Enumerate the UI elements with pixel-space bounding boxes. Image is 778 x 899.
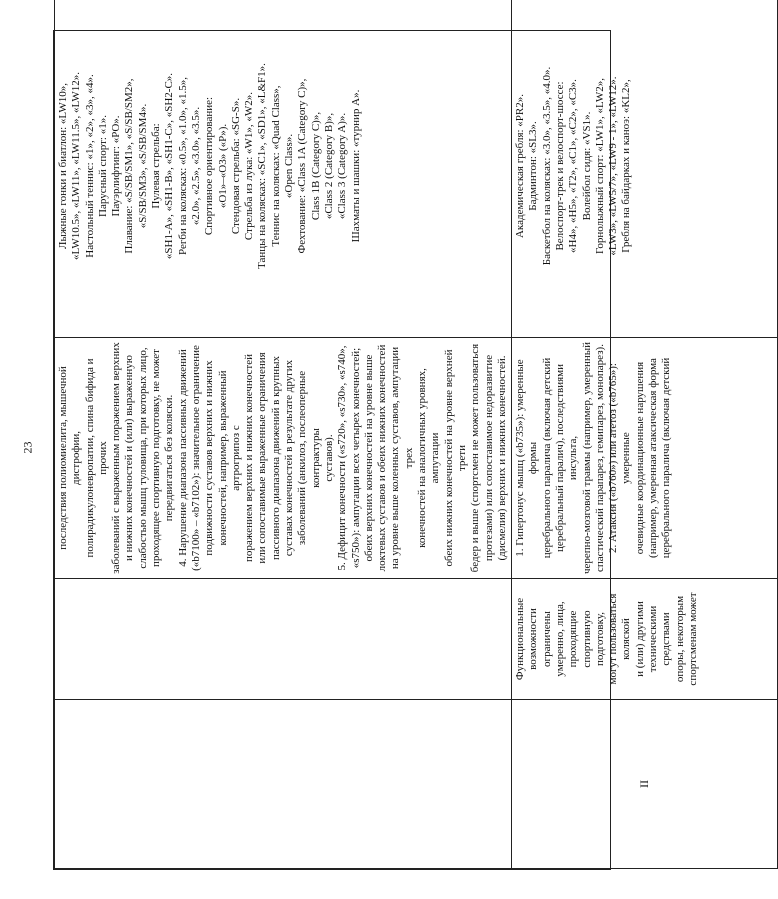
impairment-line: заболеваний (анкилоз, послеоперные контрактуры	[296, 370, 322, 546]
impairment-line: спастический парапарез, гемипарез, монопарез).	[593, 344, 606, 572]
sport-class-line: Настольный теннис: «1», «2», «3», «4».	[83, 74, 96, 258]
sport-class-line: Лыжные гонки и биатлон: «LW10»,	[57, 83, 69, 249]
sport-class-line: Бадминтон: «SL3».	[527, 121, 540, 211]
sport-class-line: Пауэрлифтинг: «PO».	[110, 115, 123, 217]
sport-class-line: Шахматы и шашки: «турнир А».	[349, 89, 362, 243]
impairment-line: бедер и выше (спортсмен не может пользоваться	[469, 343, 482, 573]
classification-table-frame	[53, 30, 699, 870]
sport-class-line: Волейбол сидя: «VS1».	[580, 111, 593, 221]
sport-class-line: Спортивное ориентирование:	[203, 96, 216, 236]
sport-class-line: Class 1B (Category C)»,	[309, 111, 322, 221]
group-description-line: Функциональные	[514, 597, 527, 681]
sport-class-line: Академическая гребля: «PR2».	[514, 93, 527, 239]
sport-class-line: Регби на колясках: «0.5», «1.0», «1.5»,	[176, 76, 189, 256]
sport-class-line: Горнолыжный спорт: «LW1», «LW2»,	[593, 77, 606, 255]
impairment-line: слабостью мышц туловища, при которых лицо,	[136, 347, 149, 569]
impairment-line: суставах конечностей в результате других	[283, 359, 296, 557]
sport-class-line: «SH1-A», «SH1-B», «SH1-C», «SH2-C».	[163, 72, 176, 260]
sports-cell	[512, 0, 778, 338]
impairment-line: церебрального паралича (включая детский	[660, 357, 673, 559]
impairment-line: обеих нижних конечностей на уровне верхней трети	[442, 349, 468, 567]
sport-class-line: Гребля на байдарках и каноэ: «KL2»,	[620, 79, 633, 253]
impairment-line: передвигаться без коляски.	[163, 394, 176, 522]
sport-class-line: «S/SB/SM3», «S/SB/SM4».	[136, 103, 149, 229]
impairment-line: поражением верхних и нижних конечностей	[243, 354, 256, 562]
impairment-line: или сопоставимые выраженные ограничения	[256, 352, 269, 564]
classification-table	[54, 0, 778, 869]
class-cell	[55, 700, 512, 869]
impairment-line: проходящее спортивную подготовку, не может	[150, 349, 163, 567]
impairment-line: 4. Нарушение диапазона пассивных движений	[176, 349, 189, 567]
impairment-line: (например, умеренная атаксическая форма	[647, 358, 660, 558]
impairment-line: 5. Дефицит конечности («s720», «s730», «s740»,	[336, 345, 349, 571]
impairment-line: «s750»): ампутации всех четырех конечностей;	[349, 347, 362, 569]
impairment-line: черепно-мозговой травмы (например, умеренный	[580, 342, 593, 574]
impairment-line: обеих верхних конечностей на уровне выше	[362, 354, 375, 562]
sport-class-line: «Class 2 (Category B)»,	[322, 112, 335, 220]
impairment-line: заболеваний с выраженным поражением верхних	[110, 342, 123, 574]
group-description-line: возможности ограничены	[527, 608, 553, 670]
table-row	[512, 0, 778, 869]
group-description-line: могут пользоваться коляской	[607, 593, 633, 685]
sport-class-line: Парусный спорт: «1».	[96, 115, 109, 217]
sport-class-line: «O1»–«O3» («P»).	[216, 123, 229, 209]
impairment-line: пассивного диапазона движений в крупных	[269, 356, 282, 561]
sport-class-line: Велоспорт-трек и велоспорт-шоссе:	[553, 81, 566, 251]
impairment-line: и нижних конечностей и (или) выраженную	[123, 355, 136, 561]
group-description-line: опоры, некоторым	[673, 595, 686, 683]
class-cell: II	[512, 700, 778, 869]
sport-class-line: Баскетбол на колясках: «3.0», «3.5», «4.0».	[540, 66, 553, 266]
group-description-line: техническими средствами	[647, 605, 673, 673]
impairment-line: на уровне выше коленных суставов, ампутации трех	[389, 346, 415, 570]
sport-class-line: «2.0», «2.5», «3.0», «3.5».	[189, 106, 202, 226]
impairment-line: конечностей, например, выраженный артрогрипоз с	[216, 370, 242, 546]
sport-class-line: Стрельба из лука: «W1», «W2».	[243, 91, 256, 241]
impairment-line: церебральный паралич), последствиями инсульта,	[553, 364, 580, 553]
rotated-table	[54, 31, 699, 869]
group-description-line: и (или) другими	[633, 601, 646, 677]
sport-class-line: Пулевая стрельба:	[150, 123, 163, 209]
sport-class-line: Фехтование: «Class 1A (Category C)»,	[296, 78, 309, 254]
impairment-line: протезами) или сопоставимое недоразвитие	[482, 354, 495, 562]
group-description-line: спортивную подготовку,	[580, 610, 606, 668]
page-number: 23	[20, 441, 35, 454]
sport-class-line: Стендовая стрельба: «SG-S».	[229, 97, 242, 235]
impairment-line: конечностей на аналогичных уровнях, ампутации	[416, 368, 442, 548]
sports-cell	[55, 0, 512, 338]
table-row	[55, 0, 512, 869]
group-description-line: спортсменам может	[686, 592, 699, 686]
impairment-line: 1. Гипертонус мышц («b735»): умеренные формы	[514, 359, 540, 557]
group-cell	[55, 579, 512, 700]
impairment-line: подвижности суставов верхних и нижних	[203, 360, 216, 556]
impairment-line: (дисмелия) верхних и нижних конечностей.	[495, 355, 508, 561]
sport-class-line: «LW10.5», «LW11», «LW11.5», «LW12».	[70, 71, 83, 261]
group-cell	[512, 579, 778, 700]
impairment-line: последствия полиомиелита, мышечной дистрофии,	[57, 366, 83, 550]
impairment-cell	[55, 338, 512, 579]
sport-class-line: «Class 3 (Category A)».	[336, 112, 349, 220]
sport-class-line: «H4», «H5», «T2», «C1», «C2», «C3».	[567, 79, 580, 253]
group-description-line: умеренно, лица, проходящие	[553, 601, 580, 677]
sport-class-line: «Open Class».	[283, 133, 296, 199]
impairment-cell	[512, 338, 778, 579]
sport-class-line: «LW3», «LW5/7», «LW9 - 1», «LW12».	[607, 76, 620, 256]
impairment-line: суставов).	[322, 434, 335, 482]
impairment-line: 2. Атаксия («b760») или атетоз («b765»): умеренные	[607, 363, 633, 553]
impairment-line: полирадикулоневропатии, спина бифида и прочих	[83, 358, 109, 558]
impairment-line: церебрального паралича (включая детский	[540, 357, 553, 559]
sport-class-line: Теннис на колясках: «Quad Class»,	[269, 85, 282, 247]
sport-class-line: Плавание: «S/SB/SM1», «S/SB/SM2»,	[123, 78, 136, 254]
sport-class-line: Танцы на колясках: «SC1», «SD1», «L&F1».	[256, 63, 269, 269]
impairment-line: очевидные координационные нарушения	[633, 361, 646, 555]
impairment-line: («b7100» – «b7102»): значительное ограничение	[189, 345, 202, 571]
impairment-line: локтевых суставов и обеих нижних конечностей	[376, 344, 389, 572]
